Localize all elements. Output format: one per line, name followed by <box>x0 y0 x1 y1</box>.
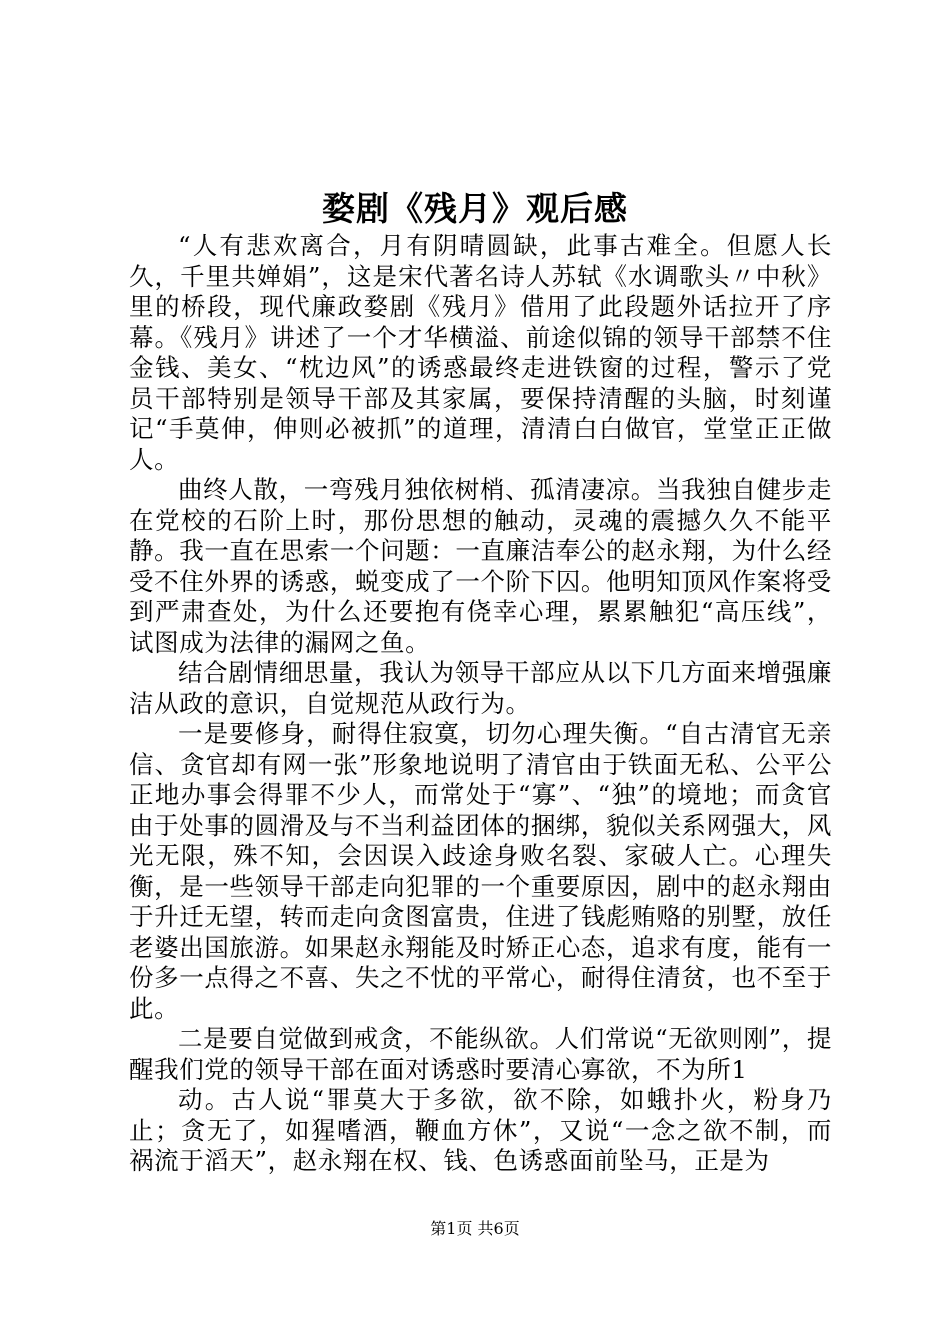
document-body <box>129 231 832 1177</box>
page-number-footer: 第1页 共6页 <box>430 1219 520 1238</box>
paragraph-3: 结合剧情细思量，我认为领导干部应从以下几方面来增强廉洁从政的意识，自觉规范从政行为。 <box>129 658 832 718</box>
document-title: 婺剧《残月》观后感 <box>322 189 628 228</box>
paragraph-2: 曲终人散，一弯残月独依树梢、孤清凄凉。当我独自健步走在党校的石阶上时，那份思想的触动，灵魂的震撼久久不能平静。我一直在思索一个问题：一直廉洁奉公的赵永翔，为什么经受不住外界的诱惑，蜕变成了一个阶下囚。他明知顶风作案将受到严肃查处，为什么还要抱有侥幸心理，累累触犯“高压线”，试图成为法律的漏网之鱼。 <box>129 475 832 657</box>
paragraph-5: 二是要自觉做到戒贪，不能纵欲。人们常说“无欲则刚”，提醒我们党的领导干部在面对诱惑时要清心寡欲，不为所1 <box>129 1024 832 1084</box>
paragraph-1: “人有悲欢离合，月有阴晴圆缺，此事古难全。但愿人长久，千里共婵娟”，这是宋代著名诗人苏轼《水调歌头〃中秋》里的桥段，现代廉政婺剧《残月》借用了此段题外话拉开了序幕。《残月》讲述了一个才华横溢、前途似锦的领导干部禁不住金钱、美女、“枕边风”的诱惑最终走进铁窗的过程，警示了党员干部特别是领导干部及其家属，要保持清醒的头脑，时刻谨记“手莫伸，伸则必被抓”的道理，清清白白做官，堂堂正正做人。 <box>129 231 832 474</box>
paragraph-6: 动。古人说“罪莫大于多欲，欲不除，如蛾扑火，粉身乃止；贪无了，如猩嗜酒，鞭血方休”，又说“一念之欲不制，而祸流于滔天”，赵永翔在权、钱、色诱惑面前坠马，正是为 <box>129 1085 832 1175</box>
paragraph-4: 一是要修身，耐得住寂寞，切勿心理失衡。“自古清官无亲信、贪官却有网一张”形象地说明了清官由于铁面无私、公平公正地办事会得罪不少人，而常处于“寡”、“独”的境地；而贪官由于处事的圆滑及与不当利益团体的捆绑，貌似关系网强大，风光无限，殊不知，会因误入歧途身败名裂、家破人亡。心理失衡，是一些领导干部走向犯罪的一个重要原因，剧中的赵永翔由于升迁无望，转而走向贪图富贵，住进了钱彪贿赂的别墅，放任老婆出国旅游。如果赵永翔能及时矫正心态，追求有度，能有一份多一点得之不喜、失之不忧的平常心，耐得住清贫，也不至于此。 <box>129 719 832 1023</box>
